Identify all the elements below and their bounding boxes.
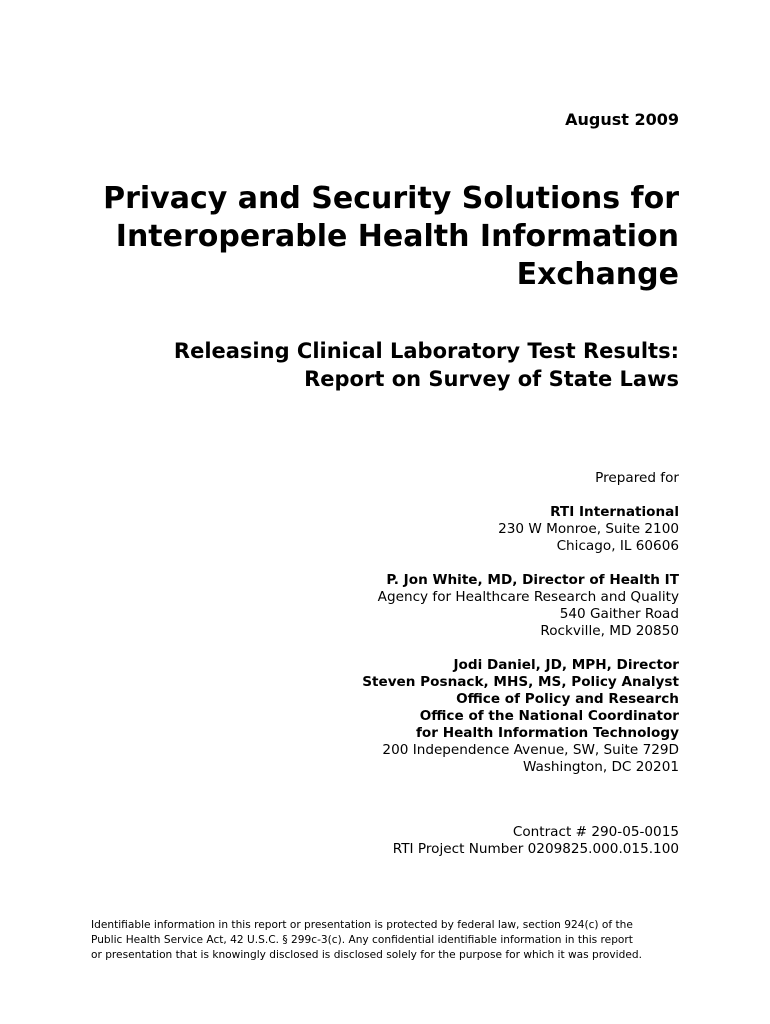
title-line: Exchange: [516, 257, 679, 292]
office-name: Office of the National Coordinator: [419, 708, 679, 724]
contact-person: Steven Posnack, MHS, MS, Policy Analyst: [362, 674, 679, 690]
organization-name: RTI International: [550, 504, 679, 520]
contact-person: Jodi Daniel, JD, MPH, Director: [453, 657, 679, 673]
subtitle-line: Report on Survey of State Laws: [304, 367, 679, 391]
contact-person: P. Jon White, MD, Director of Health IT: [386, 572, 679, 588]
office-name: Office of Policy and Research: [456, 691, 679, 707]
contract-info: [39, 824, 679, 858]
subtitle-line: Releasing Clinical Laboratory Test Results:: [173, 339, 679, 363]
address-line: 230 W Monroe, Suite 2100: [498, 521, 679, 537]
prepared-for-label: Prepared for: [595, 470, 679, 486]
report-subtitle: [39, 337, 679, 393]
rti-address-block: [39, 504, 679, 555]
confidentiality-disclaimer: [91, 918, 691, 963]
ahrq-address-block: [39, 572, 679, 640]
agency-name: Agency for Healthcare Research and Quality: [377, 589, 679, 605]
contract-number: Contract # 290-05-0015: [512, 824, 679, 840]
office-name: for Health Information Technology: [416, 725, 679, 741]
address-line: Chicago, IL 60606: [556, 538, 679, 554]
report-title: [39, 180, 679, 294]
address-line: 200 Independence Avenue, SW, Suite 729D: [382, 742, 679, 758]
disclaimer-line: or presentation that is knowingly disclosed is disclosed solely for the purpose for which it was provided.: [91, 949, 642, 961]
address-line: 540 Gaither Road: [559, 606, 679, 622]
disclaimer-line: Identifiable information in this report or presentation is protected by federal law, section 924(c) of the: [91, 919, 633, 931]
report-date: August 2009: [565, 110, 679, 129]
address-line: Washington, DC 20201: [522, 759, 679, 775]
project-number: RTI Project Number 0209825.000.015.100: [392, 841, 679, 857]
title-line: Interoperable Health Information: [115, 219, 679, 254]
address-line: Rockville, MD 20850: [540, 623, 679, 639]
disclaimer-line: Public Health Service Act, 42 U.S.C. § 299c-3(c). Any confidential identifiable information in this report: [91, 934, 633, 946]
title-line: Privacy and Security Solutions for: [103, 181, 679, 216]
onc-address-block: [39, 657, 679, 776]
